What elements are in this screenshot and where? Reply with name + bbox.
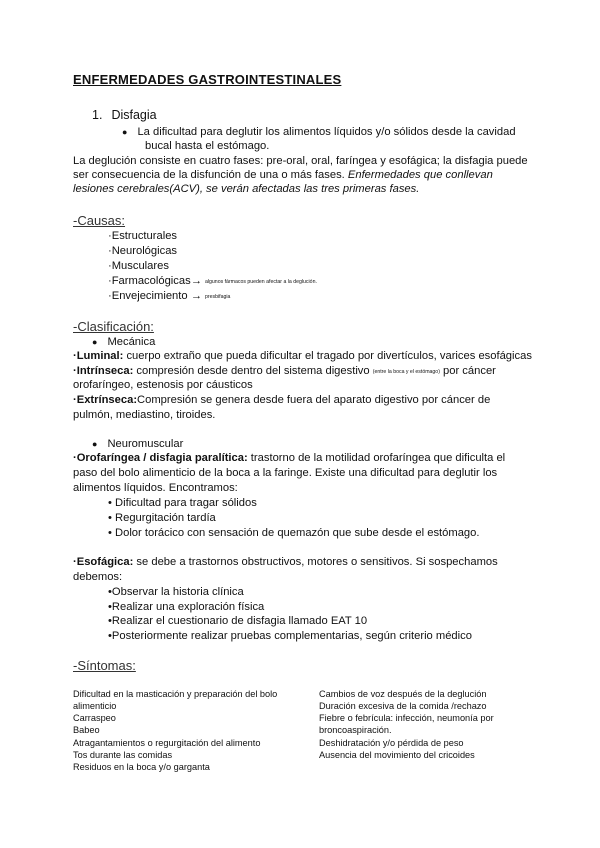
subtype-label: Neuromuscular xyxy=(107,438,184,450)
symptom-right: Fiebre o febrícula: infección, neumonía por xyxy=(319,713,494,723)
cause-note: presbifagia xyxy=(205,294,231,300)
term-line xyxy=(73,393,490,407)
disfagia-title: Disfagia xyxy=(111,108,157,122)
cause-label: ·Envejecimiento xyxy=(108,290,191,302)
term-line xyxy=(73,364,496,379)
paragraph-text: ser consecuencia de la disfunción de una o más fases. xyxy=(73,169,348,181)
arrow-icon: → xyxy=(190,290,202,302)
term-text: compresión desde dentro del sistema digestivo xyxy=(133,365,373,377)
subtype-label: Mecánica xyxy=(107,336,156,348)
term-text: se debe a trastornos obstructivos, motores o sensitivos. Si sospechamos xyxy=(133,556,498,568)
term-line-cont: debemos: xyxy=(73,571,123,583)
term-line-cont: pulmón, mediastino, tiroides. xyxy=(73,409,216,421)
list-item xyxy=(108,289,230,304)
list-number: 1. xyxy=(92,108,103,122)
term-note: (entre la boca y el estómago) xyxy=(372,369,440,375)
symptom-left: alimenticio xyxy=(73,701,117,711)
subtype-neuromuscular xyxy=(92,437,183,451)
symptom-right: Ausencia del movimiento del cricoides xyxy=(319,750,475,760)
symptom-left: Dificultad en la masticación y preparación del bolo xyxy=(73,689,278,699)
bullet-icon: ● xyxy=(122,127,128,137)
term-bold: ·Orofaríngea / disfagia paralítica: xyxy=(73,452,248,464)
bullet-icon: ● xyxy=(92,439,98,449)
list-item: • Dolor torácico con sensación de quemazón que sube desde el estómago. xyxy=(108,527,480,539)
list-item: •Observar la historia clínica xyxy=(108,586,244,598)
symptom-right: Cambios de voz después de la deglución xyxy=(319,689,487,699)
term-line-cont: alimentos líquidos. Encontramos: xyxy=(73,482,238,494)
symptom-left: Carraspeo xyxy=(73,713,116,723)
arrow-icon: → xyxy=(190,275,202,287)
list-item xyxy=(108,274,317,289)
paragraph-italic-line: lesiones cerebrales(ACV), se verán afectadas las tres primeras fases. xyxy=(73,183,420,195)
subtype-mechanical xyxy=(92,335,155,349)
term-line-cont: paso del bolo alimenticio de la boca a la faringe. Existe una dificultad para deglutir los xyxy=(73,467,498,479)
paragraph-line: La deglución consiste en cuatro fases: pre-oral, oral, faríngea y esofágica; la disfagia puede xyxy=(73,155,528,167)
symptom-right: broncoaspiración. xyxy=(319,725,392,735)
term-text: cuerpo extraño que pueda dificultar el tragado por divertículos, varices esofágicas xyxy=(123,350,532,362)
symptom-left: Babeo xyxy=(73,725,100,735)
classification-heading: -Clasificación: xyxy=(73,319,154,334)
term-line xyxy=(73,349,532,363)
term-text: trastorno de la motilidad orofaríngea que dificulta el xyxy=(247,452,506,464)
term-line xyxy=(73,555,498,569)
definition-text: La dificultad para deglutir los alimentos líquidos y/o sólidos desde la cavidad xyxy=(137,126,516,138)
term-line-cont: orofaríngeo, estenosis por cáusticos xyxy=(73,379,253,391)
cause-label: ·Farmacológicas xyxy=(108,275,191,287)
causes-heading: -Causas: xyxy=(73,213,126,228)
list-item xyxy=(122,125,516,139)
cause-note: algunos fármacos pueden afectar a la deglución. xyxy=(205,279,317,285)
section-disfagia-heading xyxy=(92,108,157,122)
page-title: ENFERMEDADES GASTROINTESTINALES xyxy=(73,72,342,87)
term-bold: ·Luminal: xyxy=(73,350,124,362)
symptom-right: Deshidratación y/o pérdida de peso xyxy=(319,738,464,748)
paragraph-italic: Enfermedades que conllevan xyxy=(347,169,493,181)
term-bold: ·Esofágica: xyxy=(73,556,134,568)
list-item: •Posteriormente realizar pruebas complementarias, según criterio médico xyxy=(108,630,472,642)
definition-text-cont: bucal hasta el estómago. xyxy=(145,140,270,152)
list-item: •Realizar el cuestionario de disfagia llamado EAT 10 xyxy=(108,615,368,627)
list-item: ·Musculares xyxy=(108,260,169,272)
symptom-left: Residuos en la boca y/o garganta xyxy=(73,762,210,772)
list-item: ·Estructurales xyxy=(108,230,178,242)
bullet-icon: ● xyxy=(92,337,98,347)
symptom-left: Atragantamientos o regurgitación del alimento xyxy=(73,738,261,748)
list-item: • Regurgitación tardía xyxy=(108,512,216,524)
term-text: Compresión se genera desde fuera del aparato digestivo por cáncer de xyxy=(137,394,491,406)
term-bold: ·Extrínseca: xyxy=(73,394,138,406)
list-item: • Dificultad para tragar sólidos xyxy=(108,497,257,509)
paragraph-line xyxy=(73,168,493,182)
symptom-right: Duración excesiva de la comida /rechazo xyxy=(319,701,487,711)
term-text: por cáncer xyxy=(439,365,496,377)
term-line xyxy=(73,451,505,465)
list-item: ·Neurológicas xyxy=(108,245,178,257)
symptom-left: Tos durante las comidas xyxy=(73,750,173,760)
term-bold: ·Intrínseca: xyxy=(73,365,134,377)
symptoms-heading: -Síntomas: xyxy=(73,658,136,673)
list-item: •Realizar una exploración física xyxy=(108,601,265,613)
